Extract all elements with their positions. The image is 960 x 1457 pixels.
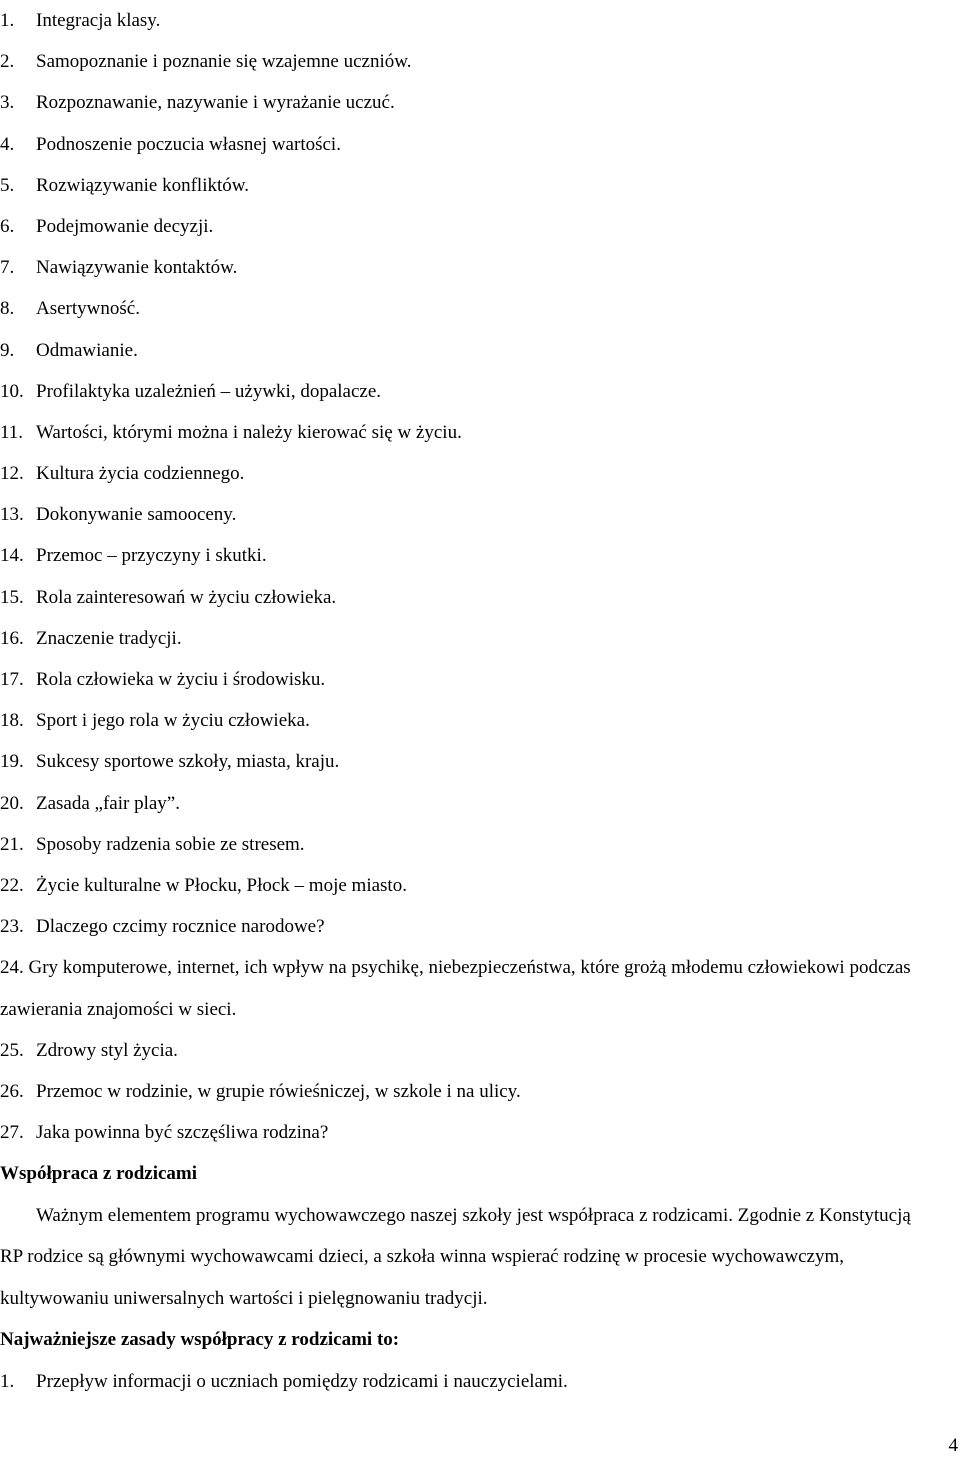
list-number: 8. — [0, 298, 15, 320]
list-number: 7. — [0, 257, 15, 279]
list-item — [0, 577, 935, 618]
list-item — [0, 247, 935, 288]
list-item — [0, 412, 935, 453]
list-item — [0, 288, 935, 329]
list-text: Przemoc – przyczyny i skutki. — [36, 545, 267, 567]
list-text: Odmawianie. — [36, 339, 138, 361]
list-item — [0, 618, 935, 659]
list-item — [0, 865, 935, 906]
list-number: 27. — [0, 1122, 24, 1144]
list-text: Rozwiązywanie konfliktów. — [36, 174, 249, 196]
list-number: 16. — [0, 627, 24, 649]
list-item — [0, 659, 935, 700]
list-text: Podnoszenie poczucia własnej wartości. — [36, 133, 341, 155]
list-item — [0, 824, 935, 865]
list-number: 2. — [0, 51, 15, 73]
list-item — [0, 1112, 935, 1153]
list-item — [0, 1071, 935, 1112]
list-number: 15. — [0, 586, 24, 608]
list-number: 4. — [0, 133, 15, 155]
list-text: Samopoznanie i poznanie się wzajemne uczniów. — [36, 51, 412, 73]
list-text: Asertywność. — [36, 298, 140, 320]
list-item — [0, 906, 935, 947]
list-text: Jaka powinna być szczęśliwa rodzina? — [36, 1122, 329, 1144]
list-text: Sposoby radzenia sobie ze stresem. — [36, 833, 305, 855]
list-item — [0, 0, 935, 41]
list-text: Sukcesy sportowe szkoły, miasta, kraju. — [36, 751, 340, 773]
list-number: 1. — [0, 1370, 15, 1392]
list-number: 1. — [0, 10, 15, 31]
list-number: 25. — [0, 1039, 24, 1061]
list-text: Nawiązywanie kontaktów. — [36, 257, 238, 279]
list-number: 26. — [0, 1080, 24, 1102]
list-text: Profilaktyka uzależnień – używki, dopalacze. — [36, 380, 382, 402]
list-text: Wartości, którymi można i należy kierować się w życiu. — [36, 421, 462, 443]
list-item — [0, 1361, 935, 1402]
list-number: 10. — [0, 380, 24, 402]
list-number: 17. — [0, 669, 24, 690]
list-text: Rola zainteresowań w życiu człowieka. — [36, 586, 337, 608]
list-number: 24. — [0, 957, 24, 979]
list-text: Podejmowanie decyzji. — [36, 215, 214, 237]
list-text: Sport i jego rola w życiu człowieka. — [36, 710, 310, 732]
list-number: 11. — [0, 421, 24, 443]
list-text: Przepływ informacji o uczniach pomiędzy rodzicami i nauczycielami. — [36, 1370, 568, 1392]
list-text: Zasada „fair play”. — [36, 792, 180, 814]
list-text: Przemoc w rodzinie, w grupie rówieśniczej, w szkole i na ulicy. — [36, 1080, 521, 1102]
list-item — [0, 1030, 935, 1071]
list-number: 3. — [0, 92, 15, 114]
list-number: 21. — [0, 833, 24, 855]
list-item — [0, 371, 935, 412]
principles-heading: Najważniejsze zasady współpracy z rodzicami to: — [0, 1329, 400, 1351]
list-text: Życie kulturalne w Płocku, Płock – moje miasto. — [36, 874, 407, 896]
list-number: 6. — [0, 215, 15, 237]
list-number: 18. — [0, 710, 24, 732]
list-text: Gry komputerowe, internet, ich wpływ na psychikę, niebezpieczeństwa, które grożą młodemu człowiekowi podczas zawierania znajomości w sieci. — [0, 957, 911, 1020]
list-number: 22. — [0, 874, 24, 896]
list-text: Dokonywanie samooceny. — [36, 504, 237, 526]
list-number: 12. — [0, 463, 24, 485]
list-item — [0, 535, 935, 576]
list-number: 23. — [0, 916, 24, 938]
list-number: 9. — [0, 339, 15, 361]
page-number: 4 — [948, 1435, 958, 1456]
list-item — [0, 124, 935, 165]
section-heading: Współpraca z rodzicami — [0, 1163, 198, 1185]
list-number: 5. — [0, 174, 15, 196]
list-text: Zdrowy styl życia. — [36, 1039, 178, 1061]
list-text: Rozpoznawanie, nazywanie i wyrażanie uczuć. — [36, 92, 395, 114]
list-text: Rola człowieka w życiu i środowisku. — [36, 669, 326, 690]
list-item — [0, 206, 935, 247]
list-number: 13. — [0, 504, 24, 526]
list-item — [0, 82, 935, 123]
list-number: 14. — [0, 545, 24, 567]
list-item — [0, 947, 935, 1029]
list-text: Dlaczego czcimy rocznice narodowe? — [36, 916, 325, 938]
list-text: Kultura życia codziennego. — [36, 463, 245, 485]
list-item — [0, 700, 935, 741]
list-item — [0, 41, 935, 82]
list-item — [0, 330, 935, 371]
list-item — [0, 741, 935, 782]
list-text: Integracja klasy. — [36, 10, 161, 31]
list-item — [0, 783, 935, 824]
list-number: 19. — [0, 751, 24, 773]
section-paragraph: Ważnym elementem programu wychowawczego naszej szkoły jest współpraca z rodzicami. Zgodnie z Konstytucją RP rodzice są głównymi wychowawcami dzieci, a szkoła winna wspierać rodzinę w procesie wychowawczym, kultywowaniu uniwersalnych wartości i pielęgnowaniu tradycji. — [0, 1204, 911, 1309]
list-item — [0, 494, 935, 535]
list-text: Znaczenie tradycji. — [36, 627, 182, 649]
list-number: 20. — [0, 792, 24, 814]
list-item — [0, 453, 935, 494]
list-item — [0, 165, 935, 206]
